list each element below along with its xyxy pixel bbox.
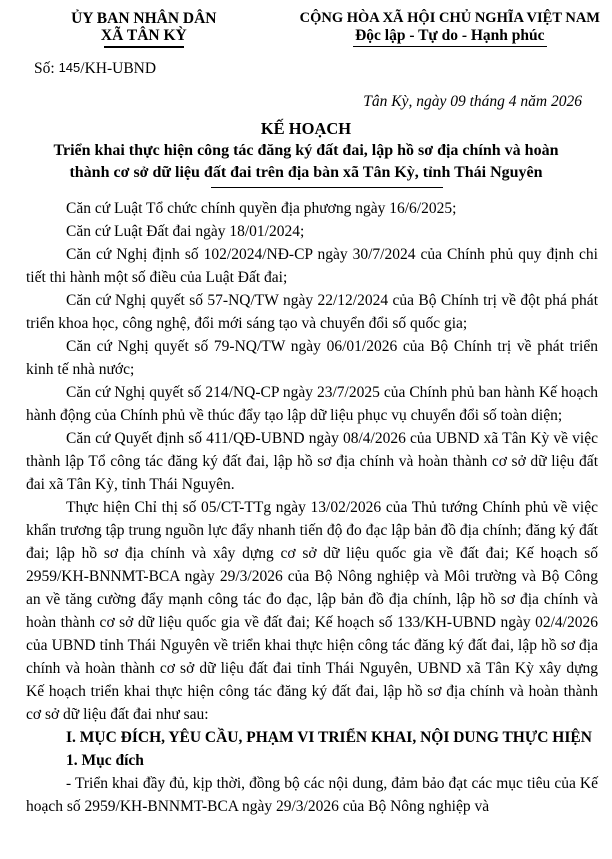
place-date-line: Tân Kỳ, ngày 09 tháng 4 năm 2026 (363, 92, 582, 110)
paragraph-legal-basis: Căn cứ Nghị quyết số 57-NQ/TW ngày 22/12/2024 của Bộ Chính trị về đột phá phát triển khoa học, công nghệ, đổi mới sáng tạo và chuyển đổi số quốc gia; (26, 292, 598, 332)
issuing-authority-name: ỦY BAN NHÂN DÂN (71, 10, 217, 27)
paragraph-implementation: Thực hiện Chỉ thị số 05/CT-TTg ngày 13/02/2026 của Thủ tướng Chính phủ về việc khẩn trương tập trung nguồn lực đẩy nhanh tiến độ đo đạc lập bản đồ địa chính; đăng ký đất đai; lập hồ sơ địa chính và xây dựng cơ sở dữ liệu quốc gia về đất đai; Kế hoạch số 2959/KH-BNNMT-BCA ngày 29/3/2026 của Bộ Nông nghiệp và Môi trường và Bộ Công an về tăng cường đẩy mạnh công tác đo đạc, lập bản đồ địa chính, lập hồ sơ địa chính và hoàn thành cơ sở dữ liệu quốc gia về đất đai; Kế hoạch số 133/KH-UBND ngày 02/4/2026 của UBND tỉnh Thái Nguyên về triển khai thực hiện công tác đăng ký đất đai, lập hồ sơ địa chính và hoàn thành cơ sở dữ liệu đất đai tỉnh Thái Nguyên, UBND xã Tân Kỳ xây dựng Kế hoạch triển khai thực hiện công tác đăng ký đất đai, lập hồ sơ địa chính và hoàn thành cơ sở dữ liệu đất đai như sau: (26, 499, 598, 723)
document-title-block (0, 118, 612, 189)
paragraph-legal-basis: Căn cứ Nghị quyết số 214/NQ-CP ngày 23/7/2025 của Chính phủ ban hành Kế hoạch hành động của Chính phủ về thúc đẩy tạo lập dữ liệu phục vụ chuyển đổi số toàn diện; (26, 384, 598, 424)
authority-divider-rule (104, 46, 184, 48)
document-number-suffix: /KH-UBND (80, 59, 157, 77)
paragraph-legal-basis: Căn cứ Nghị quyết số 79-NQ/TW ngày 06/01/2026 của Bộ Chính trị về phát triển kinh tế nhà nước; (26, 338, 598, 378)
paragraph-legal-basis: Căn cứ Luật Đất đai ngày 18/01/2024; (66, 223, 305, 240)
section-heading-1: I. MỤC ĐÍCH, YÊU CẦU, PHẠM VI TRIỂN KHAI, NỘI DUNG THỰC HIỆN (66, 729, 592, 746)
paragraph-legal-basis: Căn cứ Luật Tổ chức chính quyền địa phương ngày 16/6/2025; (66, 200, 457, 217)
document-header (0, 0, 612, 78)
national-header-block (288, 10, 612, 78)
paragraph-objective: - Triển khai đầy đủ, kịp thời, đồng bộ các nội dung, đảm bảo đạt các mục tiêu của Kế hoạch số 2959/KH-BNNMT-BCA ngày 29/3/2026 của Bộ Nông nghiệp và (26, 775, 598, 815)
document-body (26, 197, 598, 818)
title-divider-rule (211, 187, 443, 189)
document-number (0, 60, 288, 78)
document-number-value: 145 (58, 59, 81, 75)
national-title: CỘNG HÒA XÃ HỘI CHỦ NGHĨA VIỆT NAM (299, 10, 600, 26)
document-subject-title: Triển khai thực hiện công tác đăng ký đất đai, lập hồ sơ địa chính và hoàn thành cơ sở dữ liệu đất đai trên địa bàn xã Tân Kỳ, tỉnh Thái Nguyên (53, 141, 559, 181)
issuing-authority-commune: XÃ TÂN KỲ (100, 27, 187, 44)
document-type-title: KẾ HOẠCH (260, 118, 352, 138)
issuing-authority-block (0, 10, 288, 78)
national-motto: Độc lập - Tự do - Hạnh phúc (353, 27, 546, 47)
paragraph-legal-basis: Căn cứ Nghị định số 102/2024/NĐ-CP ngày 30/7/2024 của Chính phủ quy định chi tiết thi hành một số điều của Luật Đất đai; (26, 246, 598, 286)
paragraph-legal-basis: Căn cứ Quyết định số 411/QĐ-UBND ngày 08/4/2026 của UBND xã Tân Kỳ về việc thành lập Tổ công tác đăng ký đất đai, lập hồ sơ địa chính và hoàn thành cơ sở dữ liệu đất đai xã Tân Kỳ, tỉnh Thái Nguyên. (26, 430, 598, 493)
document-number-label: Số: (34, 59, 55, 77)
subsection-heading-muc-dich: 1. Mục đích (66, 752, 144, 769)
